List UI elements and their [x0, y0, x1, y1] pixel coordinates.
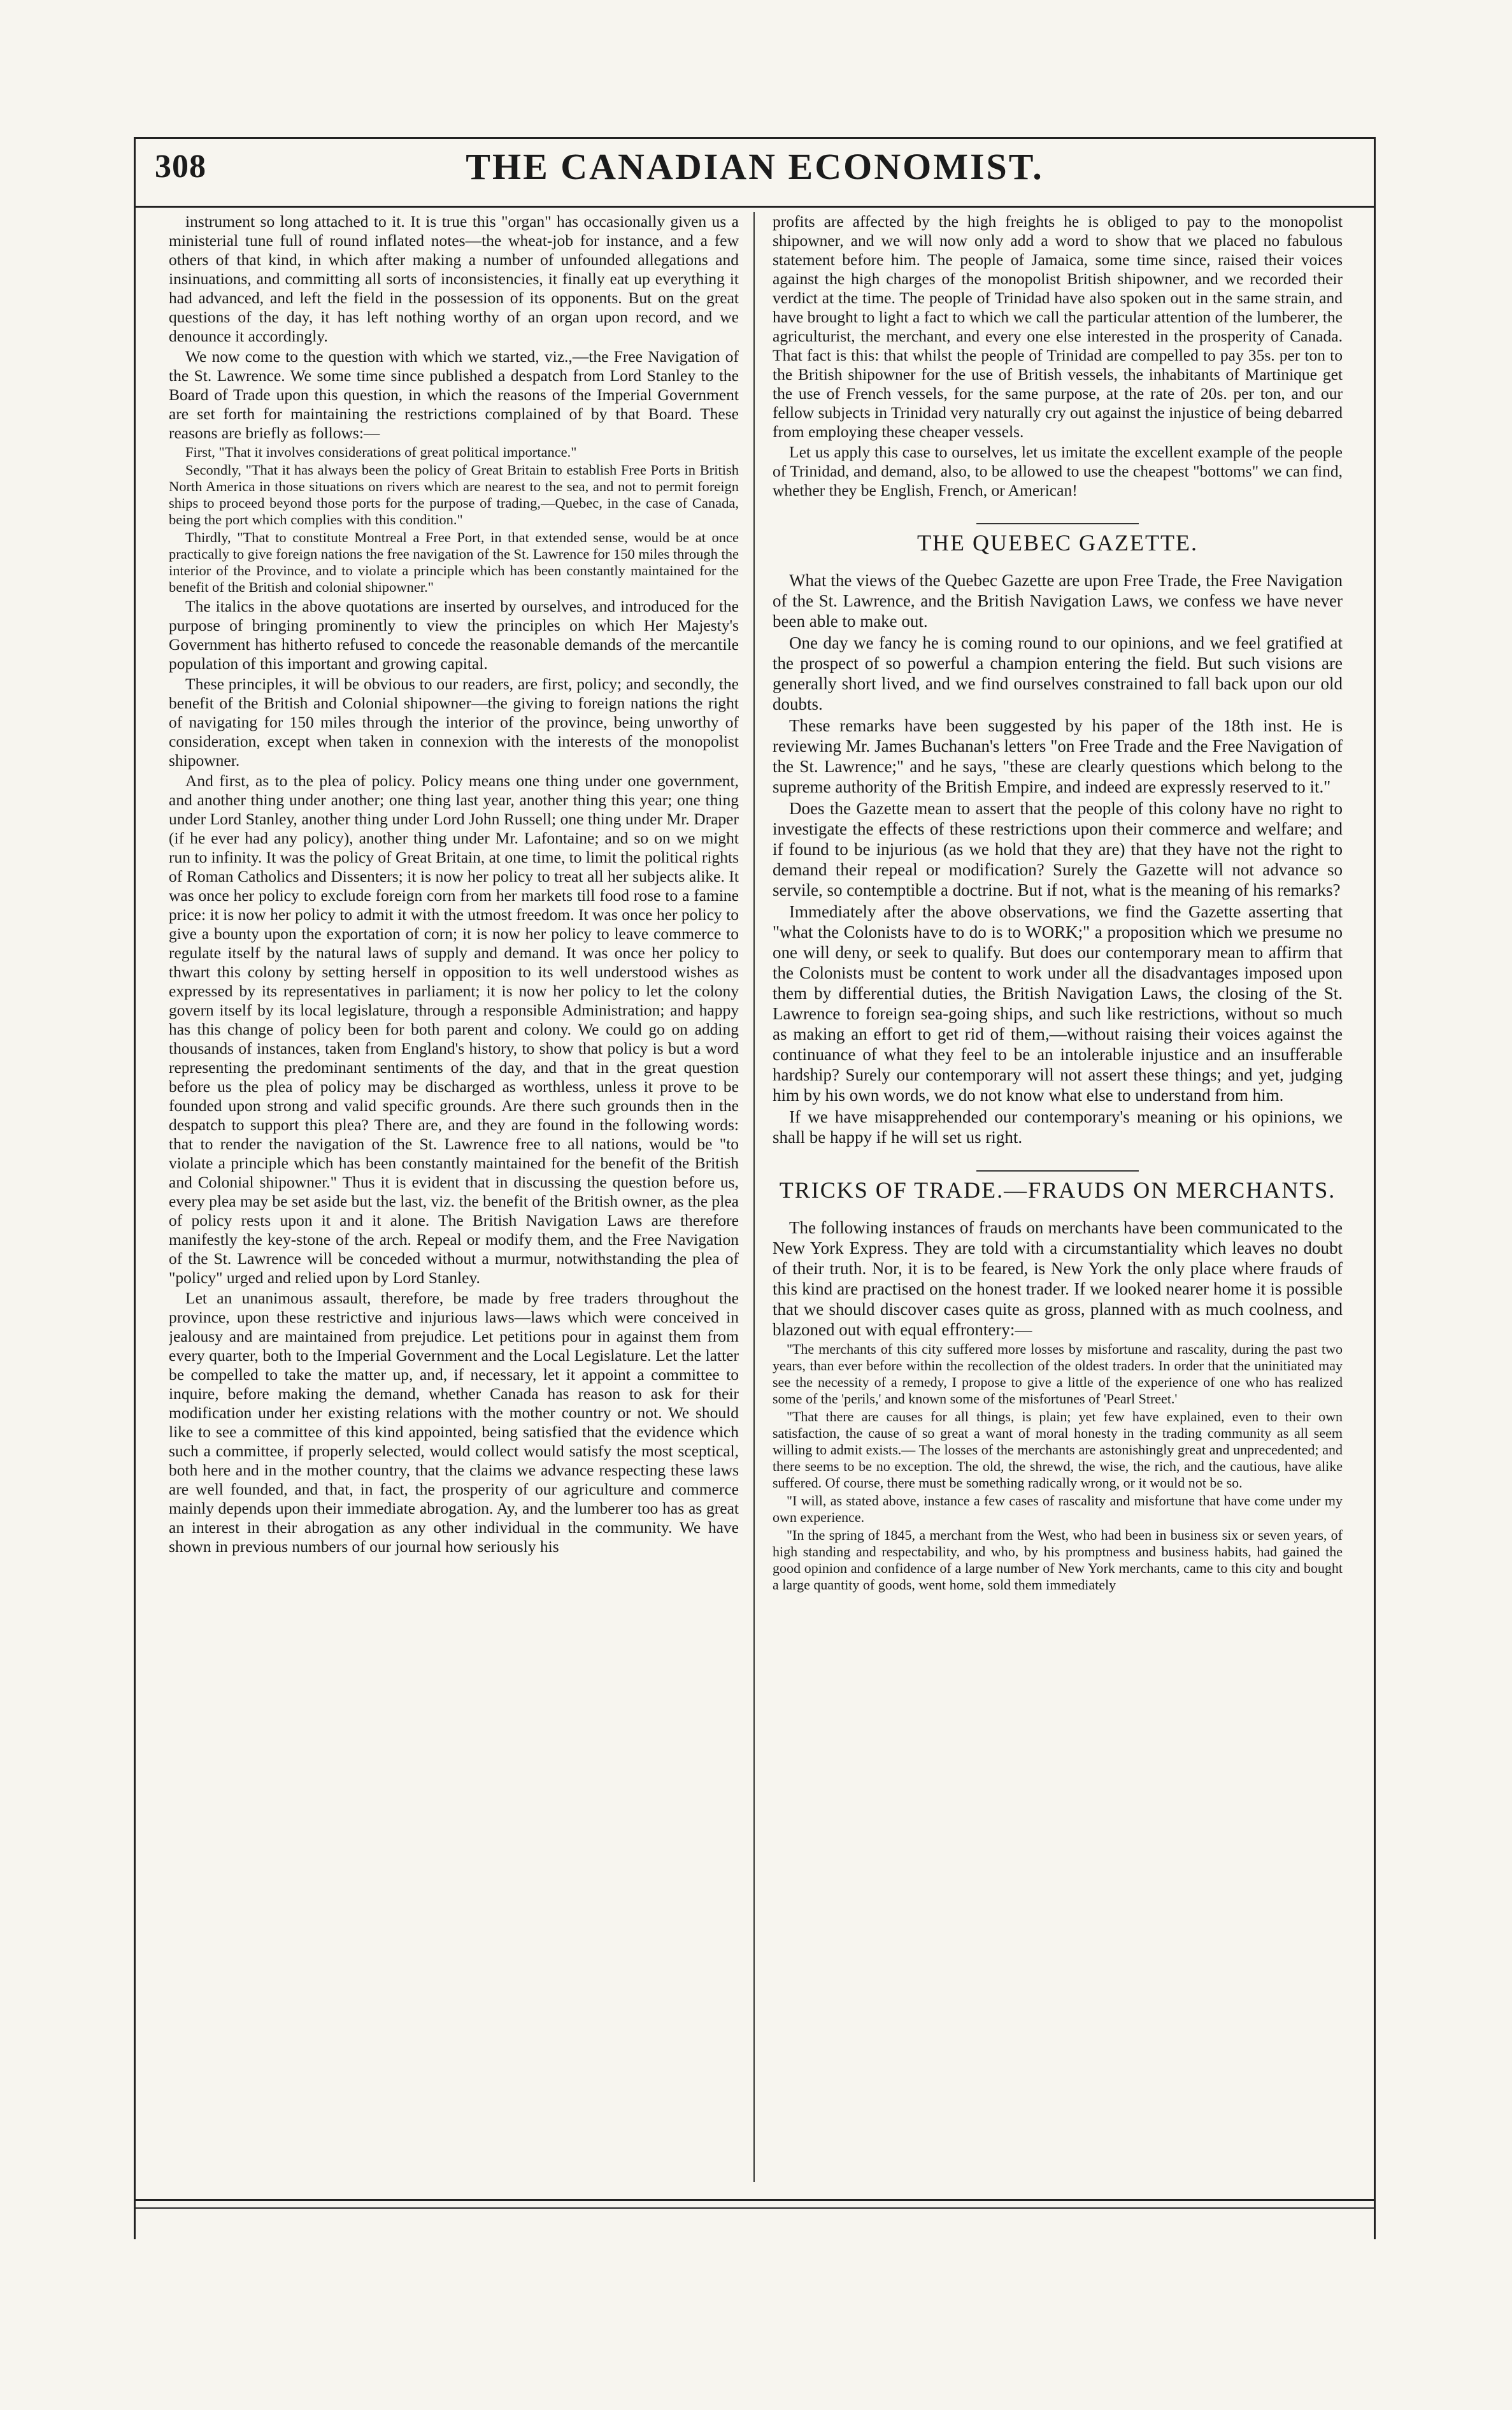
section-tricks-of-trade-quotes	[773, 1341, 1343, 1593]
page-header	[136, 137, 1374, 208]
paragraph: Let us apply this case to ourselves, let us imitate the excellent example of the people of Trinidad, and demand, also, to be allowed to use the cheapest "bottoms" we can find, whether they be English, French, or American!	[773, 443, 1343, 499]
paragraph: Immediately after the above observations, we find the Gazette asserting that "what the Colonists have to do is to WORK;" a proposition which we presume no one will deny, or seek to qualify. But does our contemporary mean to affirm that the Colonists must be content to work under all the disadvantages imposed upon them by differential duties, the British Navigation Laws, the closing of the St. Lawrence to foreign sea-going ships, and such like restrictions, without so much as making an effort to get rid of them,—without raising their voices against the continuance of what they feel to be an intolerable injustice and an insufferable hardship? Surely our contemporary will not assert these things; and yet, judging him by his own words, we do not know what else to understand from him.	[773, 902, 1343, 1105]
column-divider	[753, 212, 755, 2182]
section-heading-tricks-of-trade: TRICKS OF TRADE.—FRAUDS ON MERCHANTS.	[773, 1170, 1343, 1200]
section-heading-quebec-gazette: THE QUEBEC GAZETTE.	[773, 523, 1343, 552]
paragraph: Let an unanimous assault, therefore, be made by free traders throughout the province, upon these restrictive and injurious laws—laws which were conceived in jealousy and are maintained from prejudice. Let petitions pour in against them from every quarter, both to the Imperial Government and the Local Legislature. Let the latter be compelled to take the matter up, and, if necessary, let it appoint a committee to inquire, before making the demand, whether Canada has reason to ask for their modification under her existing relations with the mother country or not. We should like to see a committee of this kind appointed, being satisfied that the evidence which such a committee, if properly selected, would collect would satisfy the most sceptical, both here and in the mother country, that the claims we advance respecting these laws are well founded, and that, in fact, the prosperity of our agriculture and commerce mainly depends upon their immediate abrogation. Ay, and the lumberer too has as great an interest in their abrogation as any other individual in the community. We have shown in previous numbers of our journal how seriously his	[169, 1289, 739, 1556]
paragraph: The italics in the above quotations are inserted by ourselves, and introduced for the purpose of bringing prominently to view the principles on which Her Majesty's Government has hitherto refused to concede the reasonable demands of the mercantile population of this important and growing capital.	[169, 597, 739, 673]
section-tricks-of-trade	[773, 1217, 1343, 1340]
paragraph: We now come to the question with which we started, viz.,—the Free Navigation of the St. Lawrence. We some time since published a despatch from Lord Stanley to the Board of Trade upon this question, in which the reasons of the Imperial Government are set forth for maintaining the restrictions complained of by that Board. These reasons are briefly as follows:—	[169, 347, 739, 442]
page-number: 308	[155, 148, 206, 185]
paragraph: These principles, it will be obvious to our readers, are first, policy; and secondly, the benefit of the British and Colonial shipowner—the giving to foreign nations the right of navigating for 150 miles through the interior of the province, being unworthy of consideration, except when taken in connexion with the interests of the monopolist shipowner.	[169, 675, 739, 770]
paragraph: First, "That it involves considerations of great political importance."	[185, 444, 577, 460]
page-frame	[134, 137, 1376, 2239]
paragraph: instrument so long attached to it. It is true this "organ" has occasionally given us a ministerial tune full of round inflated notes—the wheat-job for instance, and a few others of that kind, in which after making a number of unfounded allegations and insinuations, and committing all sorts of inconsistencies, it finally eat up everything it had advanced, and left the field in the possession of its opponents. But on the great questions of the day, it has left nothing worthy of an organ upon record, and we denounce it accordingly.	[169, 212, 739, 345]
left-column	[169, 212, 739, 2182]
paragraph: What the views of the Quebec Gazette are upon Free Trade, the Free Navigation of the St. Lawrence, and the British Navigation Laws, we confess we have never been able to make out.	[773, 571, 1343, 631]
right-column-intro	[773, 212, 1343, 500]
paragraph: If we have misapprehended our contemporary's meaning or his opinions, we shall be happy if he will set us right.	[773, 1107, 1343, 1147]
paragraph: profits are affected by the high freights he is obliged to pay to the monopolist shipowner, and we will now only add a word to show that we placed no fabulous statement before him. The people of Jamaica, some time since, raised their voices against the high charges of the monopolist British shipowner, and we recorded their verdict at the time. The people of Trinidad have also spoken out in the same strain, and have brought to light a fact to which we call the particular attention of the lumberer, the agriculturist, the merchant, and every one else interested in the prosperity of Canada. That fact is this: that whilst the people of Trinidad are compelled to pay 35s. per ton to the British shipowner for the use of British vessels, the inhabitants of Martinique get the use of French vessels, for the same purpose, at the rate of 20s. per ton, and our fellow subjects in Trinidad very naturally cry out against the injustice of being debarred from employing these cheaper vessels.	[773, 212, 1343, 441]
paragraph: The following instances of frauds on merchants have been communicated to the New York Express. They are told with a circumstantiality which leaves no doubt of their truth. Nor, it is to be feared, is New York the only place where frauds of this kind are practised on the honest trader. If we looked nearer home it is possible that we should discover cases quite as gross, planned with as much coolness, and blazoned out with equal effrontery:—	[773, 1218, 1343, 1339]
paragraph: Does the Gazette mean to assert that the people of this colony have no right to investigate the effects of these restrictions upon their commerce and welfare; and if found to be injurious (as we hold that they are) that they have not the right to demand their repeal or modification? Surely the Gazette will not advance so servile, so contemptible a doctrine. But if not, what is the meaning of his remarks?	[773, 799, 1343, 900]
paragraph: And first, as to the plea of policy. Policy means one thing under one government, and another thing under another; one thing last year, another thing this year; one thing under Lord Stanley, another thing under Lord John Russell; one thing under Mr. Draper (if he ever had any policy), another thing under Mr. Lafontaine; and so on we might run to infinity. It was the policy of Great Britain, at one time, to limit the political rights of Roman Catholics and Dissenters; it is now her policy to treat all her subjects alike. It was once her policy to exclude foreign corn from her markets till food rose to a famine price: it is now her policy to admit it with the utmost freedom. It was once her policy to give a bounty upon the exportation of corn; it is now her policy to leave commerce to regulate itself by the natural laws of supply and demand. It was once her policy to thwart this colony by setting herself in opposition to its well understood wishes as expressed by its representatives in parliament; it is now her policy to let the colony govern itself by its local legislature, through a responsible Administration; and happy has this change of policy been for both parent and colony. We could go on adding thousands of instances, taken from England's history, to show that policy is but a word representing the predominant sentiments of the day, and that in the great question before us the plea of policy may be discharged as worthless, unless it prove to be founded upon strong and valid specific grounds. Are there such grounds then in the despatch to support this plea? There are, and they are found in the following words: that to render the navigation of the St. Lawrence free to all nations, would be "to violate a principle which has been constantly maintained for the benefit of the British and Colonial shipowner." Thus it is evident that in discussing the question before us, every plea may be set aside but the last, viz. the benefit of the British owner, as the plea of policy rests upon it and it alone. The British Navigation Laws are therefore manifestly the key-stone of the arch. Repeal or modify them, and the Free Navigation of the St. Lawrence will be conceded without a murmur, notwithstanding the plea of "policy" urged and relied upon by Lord Stanley.	[169, 771, 739, 1287]
paragraph: Thirdly, "That to constitute Montreal a Free Port, in that extended sense, would be at once practically to give foreign nations the free navigation of the St. Lawrence for 150 miles through the interior of the Province, and to violate a principle which has been constantly maintained for the benefit of the British and colonial shipowner."	[169, 529, 739, 595]
right-column	[773, 212, 1343, 2182]
paragraph: One day we fancy he is coming round to our opinions, and we feel gratified at the prospect of so powerful a champion entering the field. But such visions are generally short lived, and we find ourselves constrained to fall back upon our old doubts.	[773, 633, 1343, 714]
paragraph: "The merchants of this city suffered more losses by misfortune and rascality, during the past two years, than ever before within the recollection of the oldest traders. In order that the uninitiated may see the necessity of a remedy, I propose to give a little of the experience of one who has realized some of the 'perils,' and known some of the misfortunes of 'Pearl Street.'	[773, 1341, 1343, 1407]
paragraph: "I will, as stated above, instance a few cases of rascality and misfortune that have come under my own experience.	[773, 1493, 1343, 1525]
section-quebec-gazette	[773, 570, 1343, 1147]
paragraph: "In the spring of 1845, a merchant from the West, who had been in business six or seven years, of high standing and respectability, and who, by his promptness and business habits, had gained the good opinion and confidence of a large number of New York merchants, came to this city and bought a large quantity of goods, went home, sold them immediately	[773, 1527, 1343, 1593]
paragraph: Secondly, "That it has always been the policy of Great Britain to establish Free Ports in British North America in those situations on rivers which are nearest to the sea, and not to permit foreign ships to proceed beyond those ports for the purpose of trading,—Quebec, in the case of Canada, being the port which complies with this condition."	[169, 462, 739, 527]
paragraph: These remarks have been suggested by his paper of the 18th inst. He is reviewing Mr. James Buchanan's letters "on Free Trade and the Free Navigation of the St. Lawrence;" and he says, "these are clearly questions which belong to the supreme authority of the British Empire, and indeed are expressly reserved to it."	[773, 716, 1343, 796]
bottom-rule	[136, 2199, 1374, 2239]
journal-title: THE CANADIAN ECONOMIST.	[466, 146, 1044, 187]
paragraph: "That there are causes for all things, is plain; yet few have explained, even to their own satisfaction, the cause of so great a want of moral honesty in the trading community as all seem willing to admit exists.— The losses of the merchants are astonishingly great and unprecedented; and there seems to be no exception. The old, the shrewd, the wise, the rich, and the cautious, have alike suffered. Of course, there must be something radically wrong, or it would not be so.	[773, 1409, 1343, 1491]
